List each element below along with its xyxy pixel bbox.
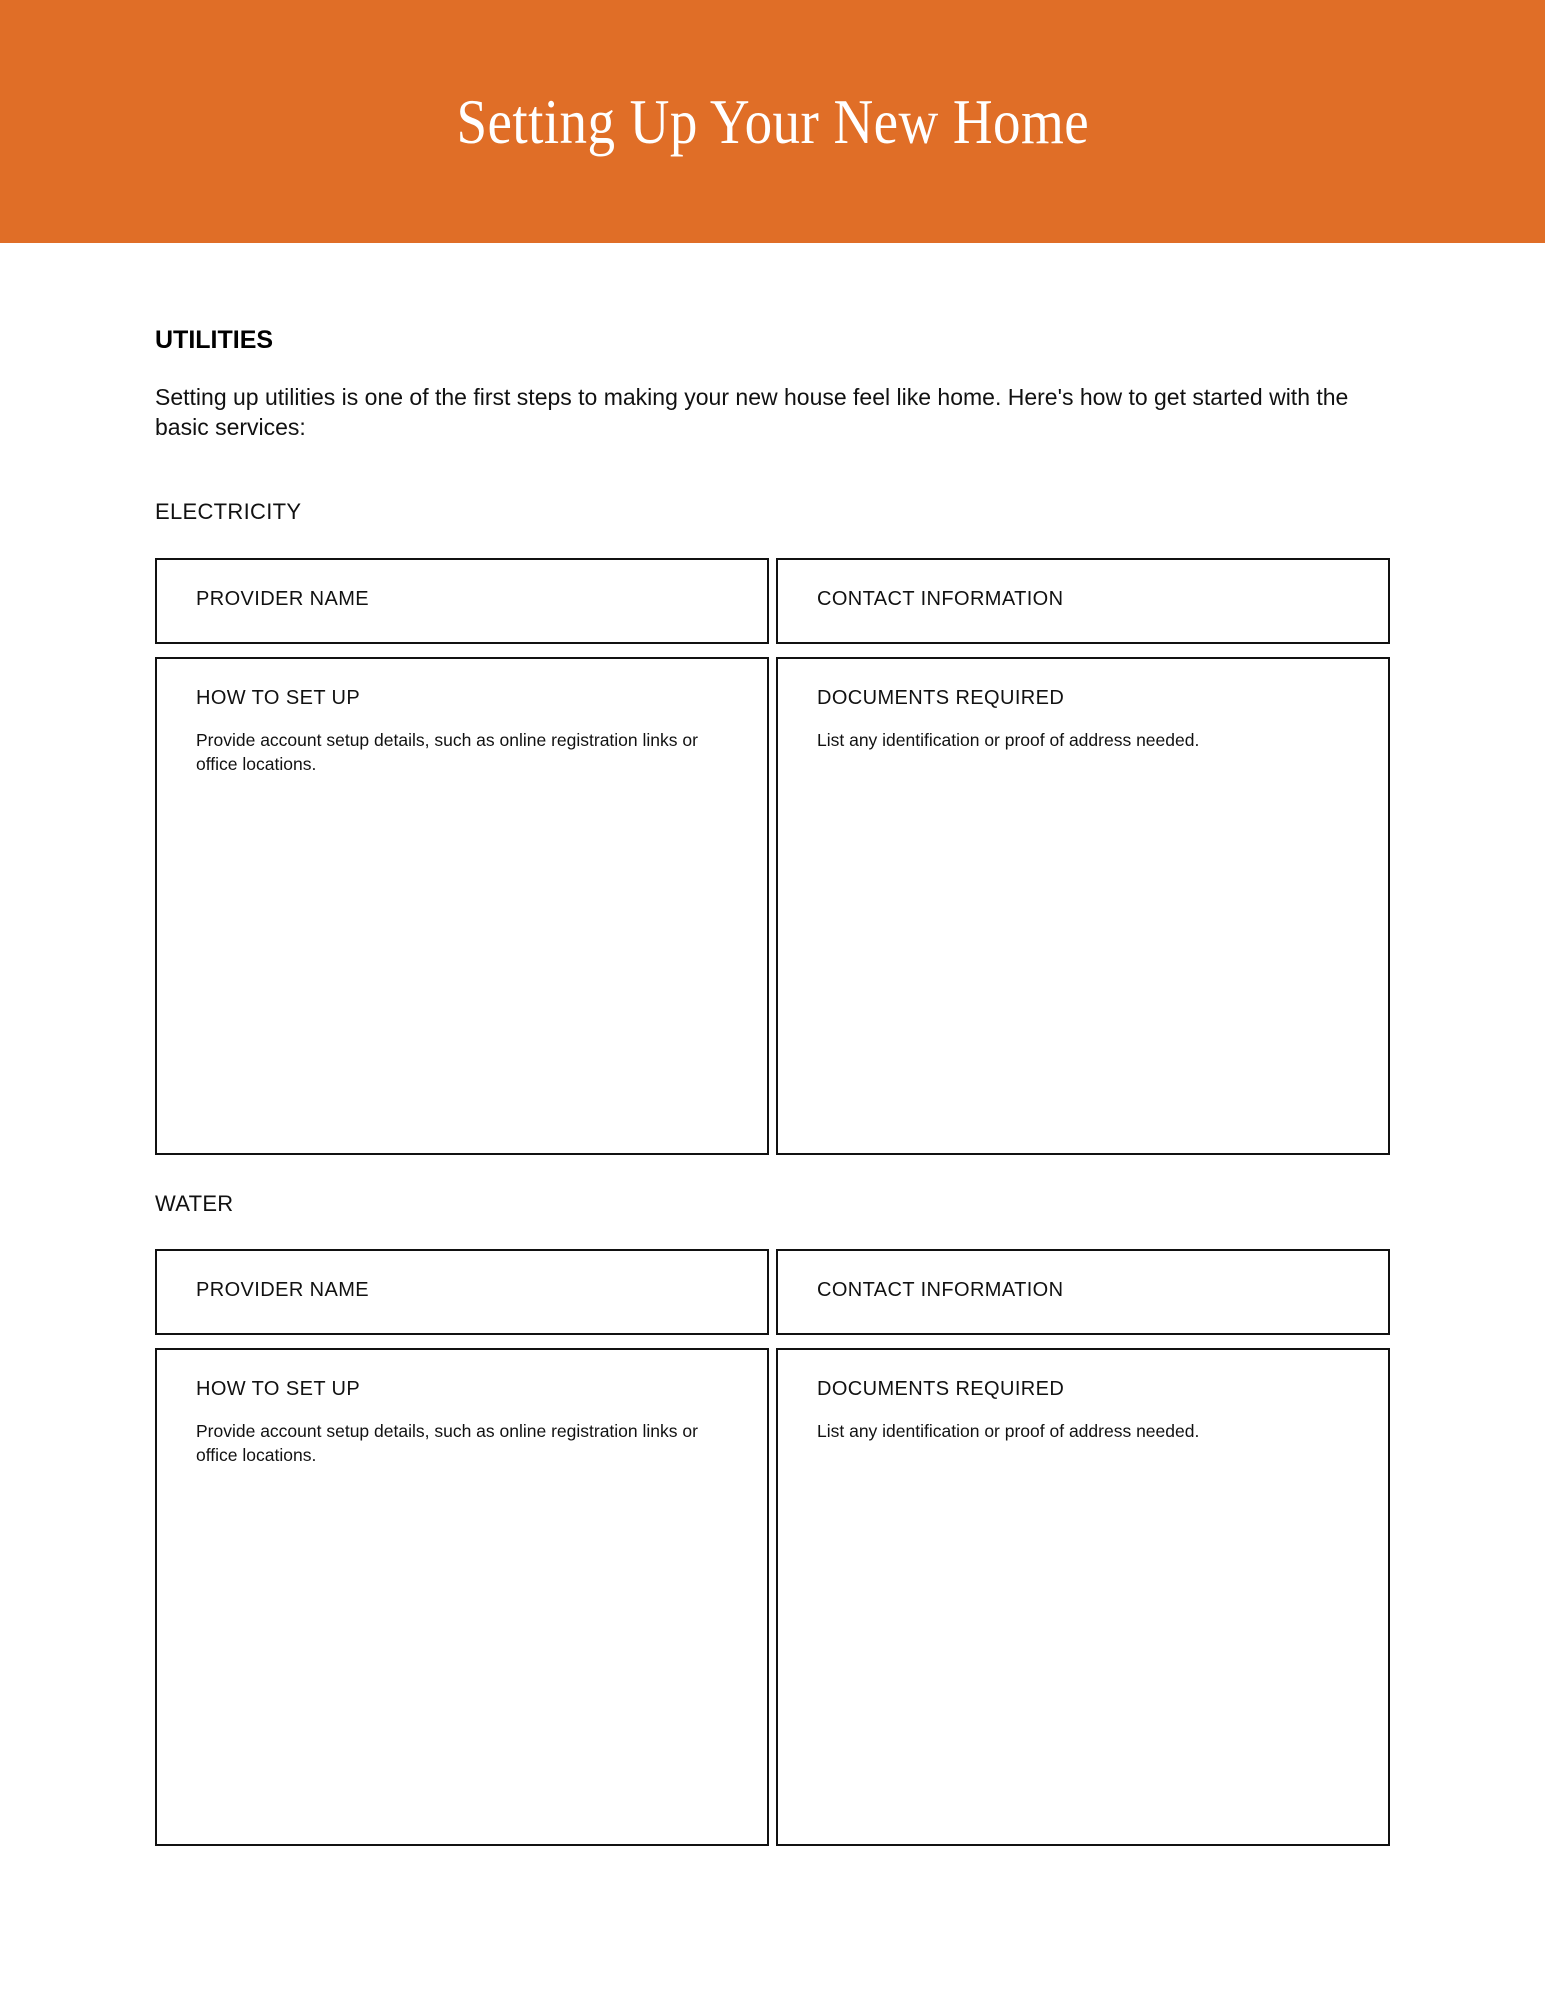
documents-required-description: List any identification or proof of address needed. bbox=[817, 730, 1200, 750]
how-to-set-up-description: Provide account setup details, such as online registration links or office locations. bbox=[196, 1421, 698, 1465]
documents-required-field[interactable] bbox=[776, 657, 1390, 1155]
how-to-set-up-label: HOW TO SET UP bbox=[196, 1378, 361, 1400]
contact-information-label: CONTACT INFORMATION bbox=[817, 1279, 1064, 1301]
how-to-set-up-field[interactable] bbox=[155, 1348, 769, 1846]
how-to-set-up-field[interactable] bbox=[155, 657, 769, 1155]
documents-required-description: List any identification or proof of address needed. bbox=[817, 1421, 1200, 1441]
provider-name-field[interactable] bbox=[155, 1249, 769, 1335]
documents-required-label: DOCUMENTS REQUIRED bbox=[817, 687, 1065, 709]
contact-information-field[interactable] bbox=[776, 1249, 1390, 1335]
header-banner bbox=[0, 0, 1545, 243]
provider-name-label: PROVIDER NAME bbox=[196, 588, 370, 610]
how-to-set-up-description: Provide account setup details, such as online registration links or office locations. bbox=[196, 730, 698, 774]
page-title: Setting Up Your New Home bbox=[456, 85, 1089, 157]
provider-name-label: PROVIDER NAME bbox=[196, 1279, 370, 1301]
section-intro: Setting up utilities is one of the first steps to making your new house feel like home. Here's how to get started with the basic services: bbox=[155, 384, 1349, 440]
how-to-set-up-label: HOW TO SET UP bbox=[196, 687, 361, 709]
provider-name-field[interactable] bbox=[155, 558, 769, 644]
utility-title-water: WATER bbox=[155, 1191, 234, 1216]
contact-information-field[interactable] bbox=[776, 558, 1390, 644]
documents-required-field[interactable] bbox=[776, 1348, 1390, 1846]
utility-title-electricity: ELECTRICITY bbox=[155, 499, 302, 524]
documents-required-label: DOCUMENTS REQUIRED bbox=[817, 1378, 1065, 1400]
section-heading: UTILITIES bbox=[155, 326, 274, 354]
contact-information-label: CONTACT INFORMATION bbox=[817, 588, 1064, 610]
